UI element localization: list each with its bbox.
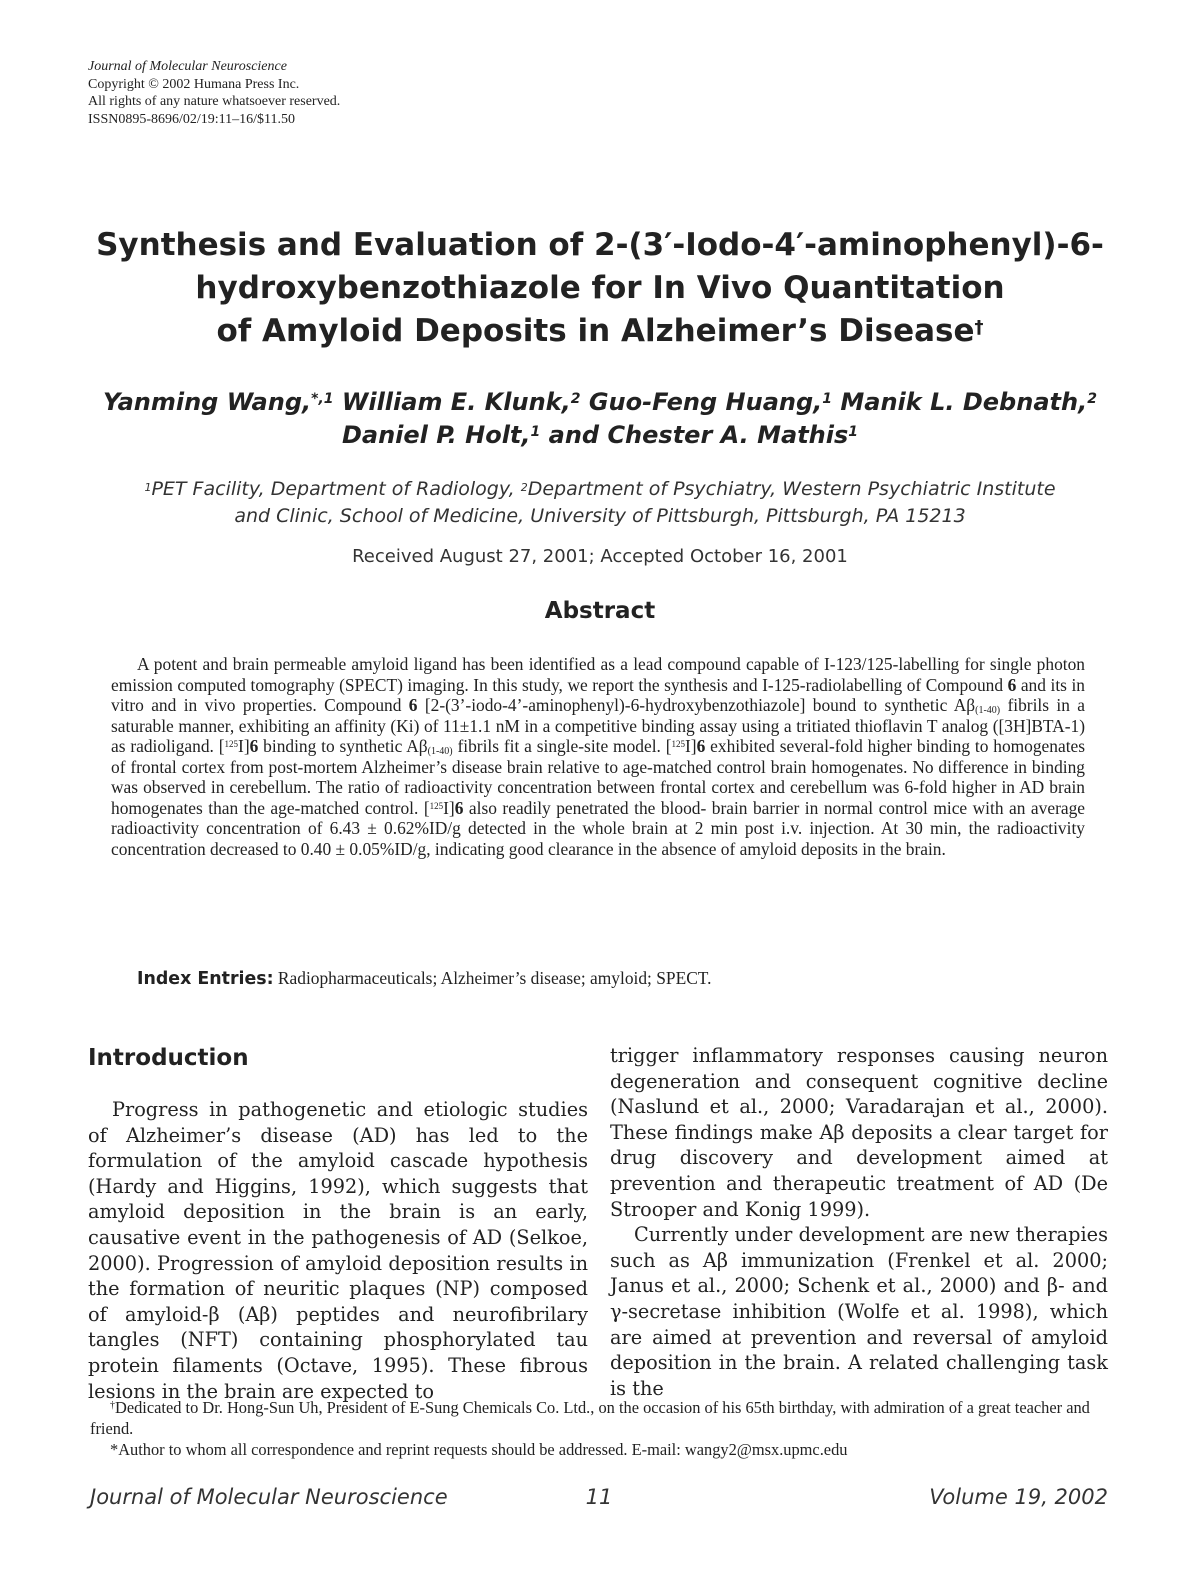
footer-journal: Journal of Molecular Neuroscience xyxy=(90,1485,448,1509)
issn-line: ISSN0895-8696/02/19:11–16/$11.50 xyxy=(88,111,296,127)
abstract-text: also readily penetrated the blood- brain barrier in normal control mice with an average radioactivity concentration of 6.43 ± 0.62%ID/g detected in the whole brain at 2 min post i.v. injection. At 30 min, the radioactivity concentration decreased to 0.40 ± 0.05%ID/g, indicating good clearance in the absence of amyloid deposits in the brain. xyxy=(111,797,1085,859)
subscript: (1-40) xyxy=(427,746,453,757)
index-entries-text: Radiopharmaceuticals; Alzheimer’s disease; amyloid; SPECT. xyxy=(273,968,712,988)
title-line-2: hydroxybenzothiazole for In Vivo Quantitation xyxy=(195,270,1005,306)
compound-ref: 6 xyxy=(454,797,464,818)
received-dates: Received August 27, 2001; Accepted October 16, 2001 xyxy=(352,546,848,567)
abstract-text: and its in vitro and in vivo properties. Compound xyxy=(111,674,1085,715)
footnote-dagger: † xyxy=(110,1400,115,1411)
author-name: Yanming Wang, xyxy=(103,388,312,416)
author-sup: 1 xyxy=(822,391,833,407)
abstract-text: fibrils in a saturable manner, exhibiting an affinity (Ki) of 11±1.1 nM in a competitive binding assay using a tritiated thioflavin T analog ([3H]BTA-1) as radioligand. [ xyxy=(111,695,1085,756)
affil-text: Department of Psychiatry, Western Psychiatric Institute xyxy=(527,478,1056,500)
abstract-text: binding to synthetic Aβ xyxy=(258,736,428,756)
index-entries xyxy=(137,968,1097,989)
author-sup: 2 xyxy=(570,391,581,407)
author-sup: 1 xyxy=(848,424,859,440)
affil-text: PET Facility, Department of Radiology, xyxy=(151,478,521,500)
abstract-body xyxy=(111,654,1085,859)
footnote-correspondence: *Author to whom all correspondence and reprint requests should be addressed. E-mail: wangy2@msx.upmc.edu xyxy=(110,1440,848,1459)
author-name: Guo-Feng Huang, xyxy=(580,388,823,416)
abstract-text: [2-(3’-iodo-4’-aminophenyl)-6-hydroxybenzothiazole] bound to synthetic Aβ xyxy=(417,695,976,715)
page-footer xyxy=(90,1485,1108,1515)
journal-name: Journal of Molecular Neuroscience xyxy=(88,59,287,74)
superscript: 125 xyxy=(224,739,239,749)
rights-line: All rights of any nature whatsoever reserved. xyxy=(88,94,341,109)
compound-ref: 6 xyxy=(408,695,418,715)
superscript: 125 xyxy=(429,800,444,811)
compound-ref: 6 xyxy=(249,736,259,756)
abstract-text: exhibited several-fold higher binding to homogenates of frontal cortex from post-mortem Alzheimer’s disease brain relative to age-matched control brain homogenates. No difference in binding was observed in cerebellum. The ratio of radioactivity concentration between frontal cortex and cerebellum was 6-fold higher in AD brain homogenates than the age-matched control. [ xyxy=(111,736,1086,818)
journal-info xyxy=(88,58,340,128)
intro-paragraph-1: Progress in pathogenetic and etiologic studies of Alzheimer’s disease (AD) has led to the formulation of the amyloid cascade hypothesis (Hardy and Higgins, 1992), which suggests that amyloid deposition in the brain is an early, causative event in the pathogenesis of AD (Selkoe, 2000). Progression of amyloid deposition results in the formation of neuritic plaques (NP) composed of amyloid-β (Aβ) peptides and neurofibrilary tangles (NFT) containing phosphorylated tau protein filaments (Octave, 1995). These fibrous lesions in the brain are expected to xyxy=(88,1098,588,1403)
author-list xyxy=(60,386,1140,452)
introduction-heading: Introduction xyxy=(88,1045,249,1071)
footnote-text: Dedicated to Dr. Hong-Sun Uh, President of E-Sung Chemicals Co. Ltd., on the occasion of his 65th birthday, with admiration of a great teacher and friend. xyxy=(90,1398,1090,1438)
affil-sup: 1 xyxy=(144,481,152,494)
author-sup: *,1 xyxy=(311,391,334,407)
footnote-dedication xyxy=(90,1397,1110,1439)
author-sup: 2 xyxy=(1087,391,1097,407)
right-column xyxy=(610,1043,1108,1401)
title-line-3 xyxy=(80,310,1120,353)
abstract-text: I] xyxy=(443,797,455,818)
affiliation-line-2: and Clinic, School of Medicine, University of Pittsburgh, Pittsburgh, PA 15213 xyxy=(234,505,966,527)
abstract-text: A potent and brain permeable amyloid ligand has been identified as a lead compound capable of I-123/125-labelling for single photon emission computed tomography (SPECT) imaging. In this study, we report the synthesis and I-125-radiolabelling of Compound xyxy=(111,654,1085,695)
compound-ref: 6 xyxy=(1007,674,1017,695)
compound-ref: 6 xyxy=(696,736,706,756)
paper-title xyxy=(80,224,1120,353)
author-name: Daniel P. Holt, xyxy=(341,421,531,449)
abstract-text: fibrils fit a single-site model. [ xyxy=(452,736,672,756)
affil-sup: 2 xyxy=(520,481,528,494)
title-line-1: Synthesis and Evaluation of 2-(3′-Iodo-4′-aminophenyl)-6- xyxy=(96,227,1104,263)
author-sup: 1 xyxy=(530,424,541,440)
intro-paragraph-3: Currently under development are new therapies such as Aβ immunization (Frenkel et al. 2000; Janus et al., 2000; Schenk et al., 2000) and β- and γ-secretase inhibition (Wolfe et al. 1998), which are aimed at prevention and reversal of amyloid deposition in the brain. A related challenging task is the xyxy=(610,1223,1108,1400)
subscript: (1-40) xyxy=(975,705,1001,716)
footer-volume: Volume 19, 2002 xyxy=(929,1485,1108,1509)
affiliations xyxy=(60,476,1140,530)
author-line-1 xyxy=(60,386,1140,419)
author-line-2 xyxy=(60,419,1140,452)
affiliation-line-1 xyxy=(60,476,1140,503)
intro-paragraph-2: trigger inflammatory responses causing neuron degeneration and consequent cognitive decline (Naslund et al., 2000; Varadarajan et al., 2000). These findings make Aβ deposits a clear target for drug discovery and development aimed at prevention and therapeutic treatment of AD (De Strooper and Konig 1999). xyxy=(610,1044,1108,1221)
abstract-heading: Abstract xyxy=(544,598,656,624)
title-dagger: † xyxy=(974,317,984,338)
abstract-text: I] xyxy=(685,736,697,756)
title-line-3-text: of Amyloid Deposits in Alzheimer’s Disease xyxy=(216,313,975,349)
left-column xyxy=(88,1043,588,1404)
abstract-text: I] xyxy=(238,736,250,756)
author-name: Manik L. Debnath, xyxy=(832,388,1088,416)
index-entries-label: Index Entries: xyxy=(137,969,274,989)
copyright-line: Copyright © 2002 Humana Press Inc. xyxy=(88,76,300,92)
page-number: 11 xyxy=(585,1485,613,1509)
author-name: William E. Klunk, xyxy=(333,388,571,416)
superscript: 125 xyxy=(671,739,686,749)
footnotes xyxy=(90,1397,1110,1460)
author-name: and Chester A. Mathis xyxy=(540,421,849,449)
